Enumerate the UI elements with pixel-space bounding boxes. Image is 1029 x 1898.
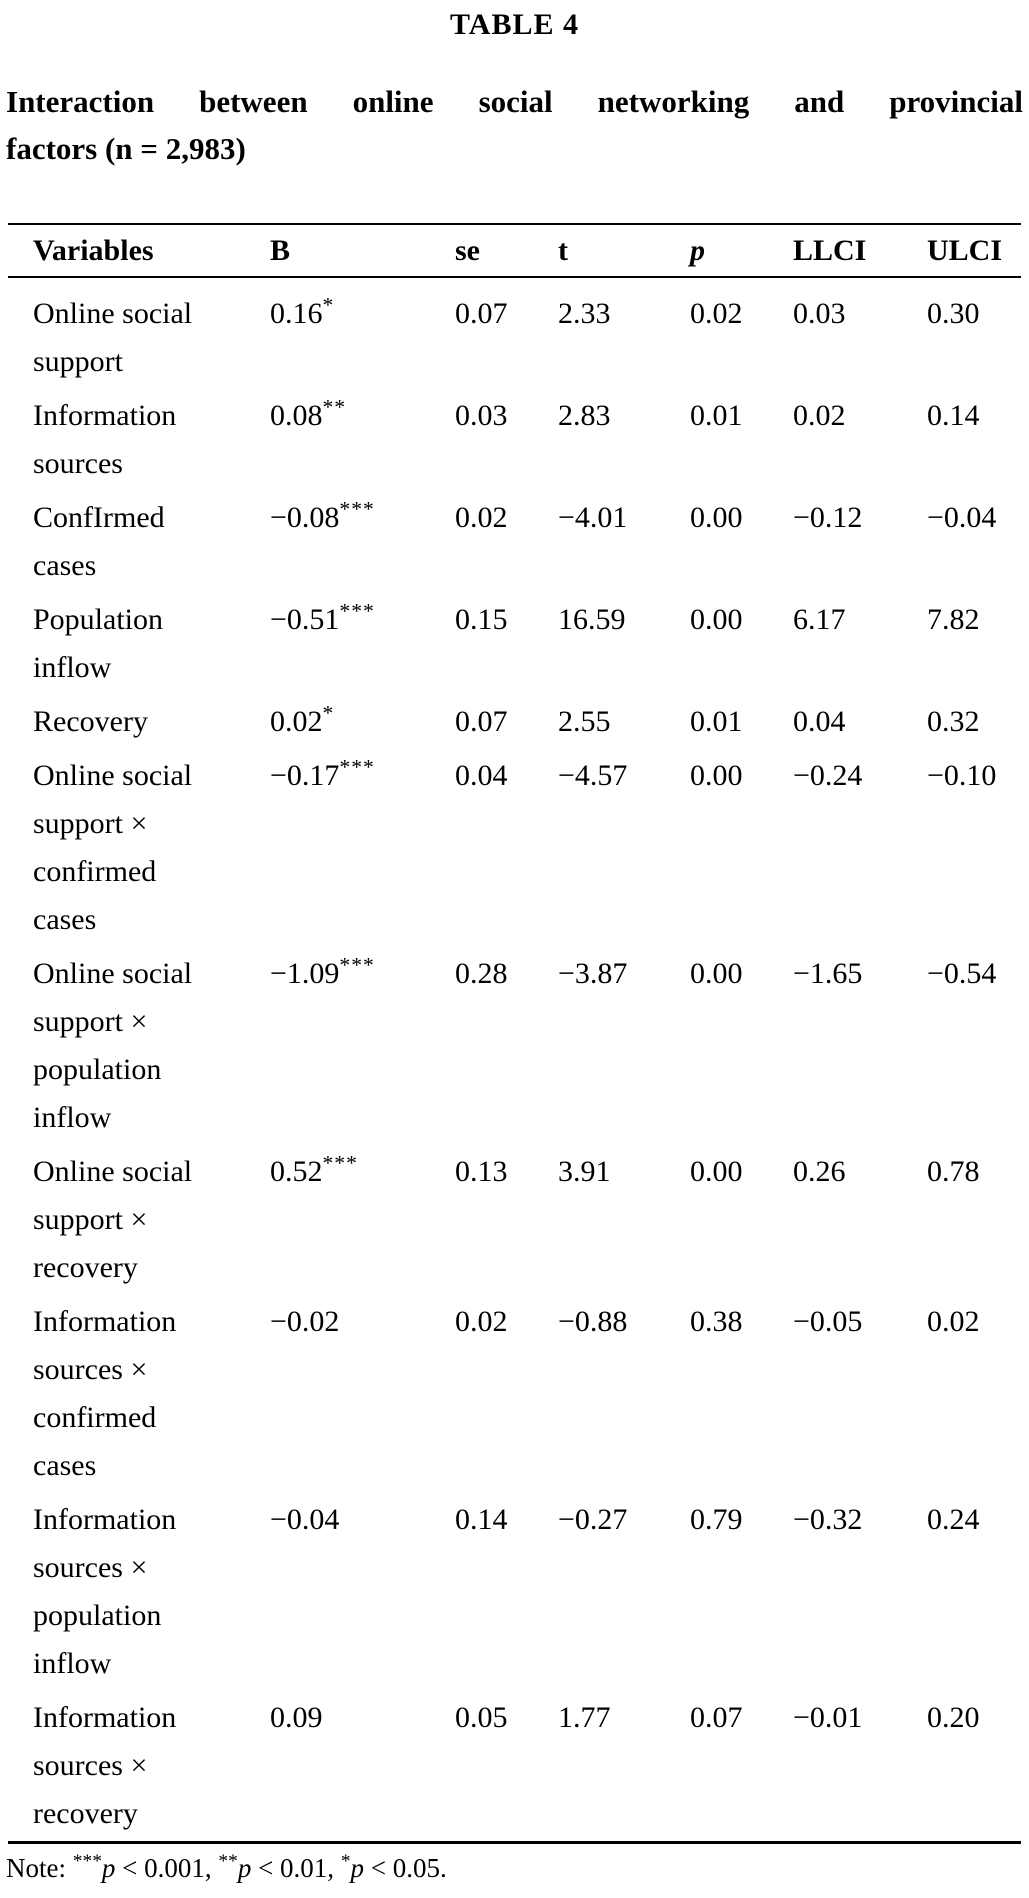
b-value: −0.17 bbox=[270, 759, 340, 792]
cell-p: 0.00 bbox=[690, 1155, 743, 1188]
cell-se: 0.07 bbox=[455, 297, 508, 330]
cell-b bbox=[270, 695, 455, 749]
significance-stars: *** bbox=[339, 599, 375, 623]
cell-ulci: 0.14 bbox=[927, 399, 980, 432]
cell-p: 0.00 bbox=[690, 759, 743, 792]
b-value: −1.09 bbox=[270, 957, 340, 990]
cell-b bbox=[270, 491, 455, 593]
table-note bbox=[6, 1849, 1023, 1887]
cell-se: 0.14 bbox=[455, 1503, 508, 1536]
table-row bbox=[8, 491, 1021, 593]
cell-variable: Information sources × confirmed cases bbox=[33, 1305, 177, 1482]
col-header-variables: Variables bbox=[8, 224, 270, 277]
cell-llci: −0.05 bbox=[793, 1305, 863, 1338]
cell-t: 2.83 bbox=[558, 399, 611, 432]
b-value: −0.51 bbox=[270, 603, 340, 636]
b-value: 0.09 bbox=[270, 1701, 323, 1734]
b-value: −0.04 bbox=[270, 1503, 340, 1536]
cell-b bbox=[270, 277, 455, 389]
cell-llci: 0.04 bbox=[793, 705, 846, 738]
b-value: 0.08 bbox=[270, 399, 323, 432]
cell-t: 2.55 bbox=[558, 705, 611, 738]
cell-variable: ConfIrmed cases bbox=[33, 501, 165, 582]
cell-t: 3.91 bbox=[558, 1155, 611, 1188]
cell-variable: Recovery bbox=[33, 705, 148, 738]
cell-b bbox=[270, 1691, 455, 1843]
significance-stars: *** bbox=[339, 953, 375, 977]
table-row bbox=[8, 593, 1021, 695]
col-header-b: B bbox=[270, 224, 455, 277]
note-p-italic: p bbox=[350, 1853, 365, 1883]
table-row bbox=[8, 277, 1021, 389]
cell-p: 0.38 bbox=[690, 1305, 743, 1338]
cell-se: 0.15 bbox=[455, 603, 508, 636]
table-row bbox=[8, 695, 1021, 749]
cell-p: 0.00 bbox=[690, 501, 743, 534]
cell-llci: 6.17 bbox=[793, 603, 846, 636]
table-row bbox=[8, 1295, 1021, 1493]
cell-b bbox=[270, 1493, 455, 1691]
cell-variable: Population inflow bbox=[33, 603, 164, 684]
significance-stars: *** bbox=[322, 1151, 358, 1175]
note-stars-1: * bbox=[340, 1851, 351, 1872]
cell-llci: −0.01 bbox=[793, 1701, 863, 1734]
table-row bbox=[8, 1493, 1021, 1691]
col-header-se: se bbox=[455, 224, 558, 277]
cell-b bbox=[270, 593, 455, 695]
b-value: 0.16 bbox=[270, 297, 323, 330]
b-value: −0.02 bbox=[270, 1305, 340, 1338]
cell-ulci: 7.82 bbox=[927, 603, 980, 636]
cell-b bbox=[270, 1295, 455, 1493]
cell-ulci: 0.30 bbox=[927, 297, 980, 330]
significance-stars: ** bbox=[322, 395, 347, 419]
note-stars-2: ** bbox=[218, 1851, 238, 1872]
cell-variable: Information sources × recovery bbox=[33, 1701, 177, 1830]
cell-ulci: 0.32 bbox=[927, 705, 980, 738]
cell-llci: −1.65 bbox=[793, 957, 863, 990]
col-header-t: t bbox=[558, 224, 690, 277]
table-row bbox=[8, 389, 1021, 491]
cell-se: 0.03 bbox=[455, 399, 508, 432]
cell-p: 0.00 bbox=[690, 957, 743, 990]
col-header-llci: LLCI bbox=[793, 224, 927, 277]
note-p-italic: p bbox=[237, 1853, 252, 1883]
cell-variable: Information sources bbox=[33, 399, 177, 480]
cell-llci: −0.24 bbox=[793, 759, 863, 792]
cell-ulci: 0.02 bbox=[927, 1305, 980, 1338]
significance-stars: *** bbox=[339, 755, 375, 779]
cell-t: −0.88 bbox=[558, 1305, 628, 1338]
cell-variable: Online social support × recovery bbox=[33, 1155, 193, 1284]
cell-se: 0.13 bbox=[455, 1155, 508, 1188]
significance-stars: * bbox=[322, 701, 335, 725]
cell-t: −0.27 bbox=[558, 1503, 628, 1536]
col-header-p: p bbox=[690, 224, 793, 277]
table-row bbox=[8, 1145, 1021, 1295]
cell-ulci: 0.20 bbox=[927, 1701, 980, 1734]
note-threshold-3: < 0.05. bbox=[364, 1853, 447, 1883]
cell-t: −4.57 bbox=[558, 759, 628, 792]
cell-t: −3.87 bbox=[558, 957, 628, 990]
cell-t: 16.59 bbox=[558, 603, 626, 636]
cell-variable: Online social support bbox=[33, 297, 193, 378]
header-row bbox=[8, 224, 1021, 277]
cell-ulci: 0.24 bbox=[927, 1503, 980, 1536]
significance-stars: *** bbox=[339, 497, 375, 521]
cell-b bbox=[270, 749, 455, 947]
cell-t: 2.33 bbox=[558, 297, 611, 330]
cell-p: 0.07 bbox=[690, 1701, 743, 1734]
cell-se: 0.05 bbox=[455, 1701, 508, 1734]
note-prefix: Note: bbox=[6, 1853, 73, 1883]
cell-p: 0.01 bbox=[690, 399, 743, 432]
cell-variable: Online social support × confirmed cases bbox=[33, 759, 193, 936]
col-header-ulci: ULCI bbox=[927, 224, 1021, 277]
cell-b bbox=[270, 947, 455, 1145]
caption-line-1: Interaction between online social networking and provincial bbox=[6, 84, 1023, 119]
cell-ulci: −0.10 bbox=[927, 759, 997, 792]
table-row bbox=[8, 1691, 1021, 1843]
cell-se: 0.04 bbox=[455, 759, 508, 792]
cell-t: −4.01 bbox=[558, 501, 628, 534]
note-threshold-1: < 0.001, bbox=[115, 1853, 219, 1883]
cell-t: 1.77 bbox=[558, 1701, 611, 1734]
significance-stars: * bbox=[322, 293, 335, 317]
table-row bbox=[8, 749, 1021, 947]
cell-llci: 0.03 bbox=[793, 297, 846, 330]
cell-llci: 0.02 bbox=[793, 399, 846, 432]
cell-p: 0.79 bbox=[690, 1503, 743, 1536]
caption-line-2: factors (n = 2,983) bbox=[6, 131, 246, 166]
cell-b bbox=[270, 1145, 455, 1295]
cell-se: 0.02 bbox=[455, 1305, 508, 1338]
cell-b bbox=[270, 389, 455, 491]
note-p-italic: p bbox=[101, 1853, 116, 1883]
cell-se: 0.07 bbox=[455, 705, 508, 738]
note-threshold-2: < 0.01, bbox=[251, 1853, 341, 1883]
cell-p: 0.00 bbox=[690, 603, 743, 636]
cell-llci: −0.32 bbox=[793, 1503, 863, 1536]
b-value: −0.08 bbox=[270, 501, 340, 534]
cell-variable: Information sources × population inflow bbox=[33, 1503, 177, 1680]
cell-p: 0.02 bbox=[690, 297, 743, 330]
b-value: 0.52 bbox=[270, 1155, 323, 1188]
cell-llci: −0.12 bbox=[793, 501, 863, 534]
b-value: 0.02 bbox=[270, 705, 323, 738]
cell-se: 0.28 bbox=[455, 957, 508, 990]
cell-ulci: −0.04 bbox=[927, 501, 997, 534]
table-number-title: TABLE 4 bbox=[450, 8, 579, 41]
table-row bbox=[8, 947, 1021, 1145]
cell-variable: Online social support × population inflow bbox=[33, 957, 193, 1134]
cell-se: 0.02 bbox=[455, 501, 508, 534]
cell-llci: 0.26 bbox=[793, 1155, 846, 1188]
note-stars-3: *** bbox=[72, 1851, 102, 1872]
cell-p: 0.01 bbox=[690, 705, 743, 738]
table-caption bbox=[6, 78, 1023, 172]
regression-results-table bbox=[8, 223, 1021, 1844]
cell-ulci: 0.78 bbox=[927, 1155, 980, 1188]
cell-ulci: −0.54 bbox=[927, 957, 997, 990]
